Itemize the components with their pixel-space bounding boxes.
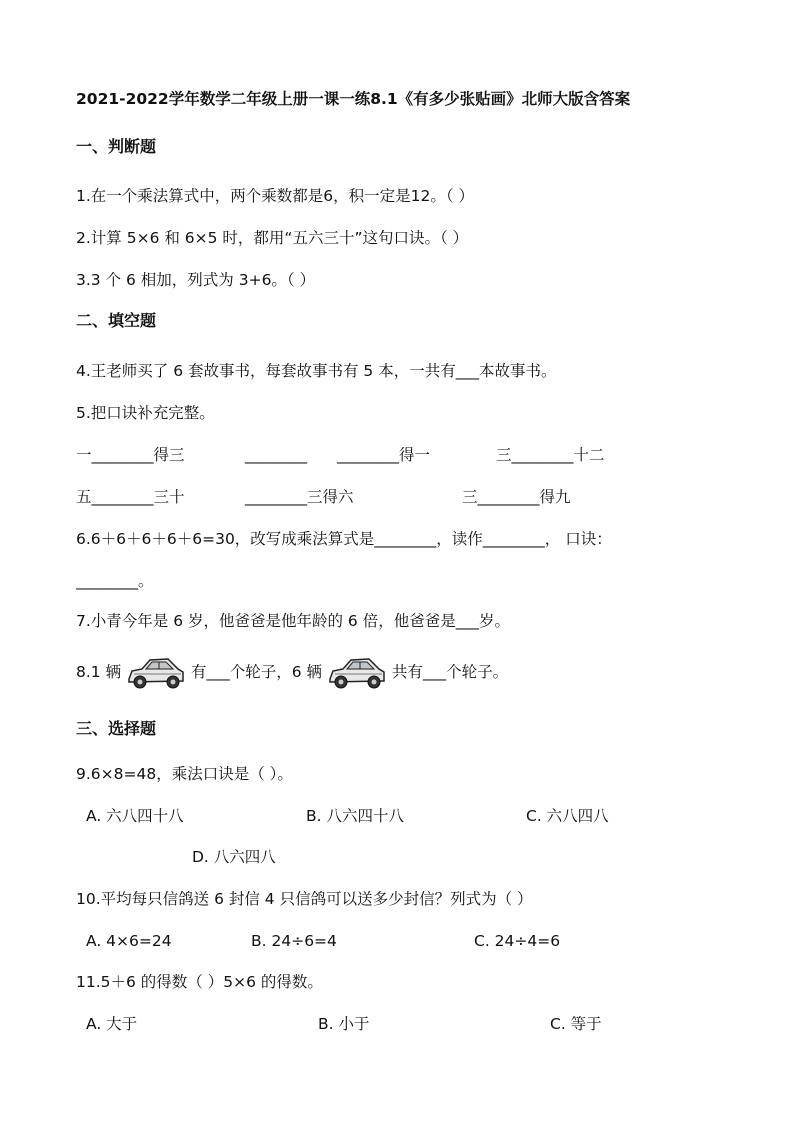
- question-3: 3.3 个 6 相加，列式为 3+6。（ ）: [76, 271, 316, 289]
- q5-item: 三________十二: [496, 446, 605, 464]
- section-heading-fill-blank: 二、填空题: [76, 311, 157, 330]
- q5-item: 五________三十: [76, 488, 185, 506]
- question-5: 5.把口诀补充完整。: [76, 404, 215, 422]
- q10-option-a: A. 4×6=24: [86, 932, 172, 950]
- q8-text-3: 共有___个轮子。: [391, 663, 509, 681]
- q11-option-c: C. 等于: [550, 1015, 602, 1033]
- car-icon: [327, 654, 387, 692]
- document-title: 2021-2022学年数学二年级上册一课一练8.1《有多少张贴画》北师大版含答案: [76, 90, 631, 108]
- q10-option-b: B. 24÷6=4: [251, 932, 337, 950]
- question-8: [76, 652, 508, 692]
- q5-item: 三________得九: [462, 488, 571, 506]
- question-9: 9.6×8=48，乘法口诀是（ ）。: [76, 765, 293, 783]
- question-10: 10.平均每只信鸽送 6 封信 4 只信鸽可以送多少封信？列式为（ ）: [76, 890, 533, 908]
- q11-option-b: B. 小于: [318, 1015, 370, 1033]
- q8-text-2: 有___个轮子，6 辆: [190, 663, 322, 681]
- section-heading-judgement: 一、判断题: [76, 137, 157, 156]
- q8-text-1: 8.1 辆: [76, 663, 122, 681]
- question-11: 11.5＋6 的得数（ ）5×6 的得数。: [76, 973, 323, 991]
- car-icon: [126, 654, 186, 692]
- section-heading-choice: 三、选择题: [76, 719, 157, 738]
- q9-option-b: B. 八六四十八: [306, 807, 404, 825]
- q5-item: ________三得六: [245, 488, 354, 506]
- q9-option-a: A. 六八四十八: [86, 807, 184, 825]
- question-1: 1.在一个乘法算式中，两个乘数都是6，积一定是12。（ ）: [76, 187, 475, 205]
- question-6-line2: ________。: [76, 572, 154, 590]
- q9-option-c: C. 六八四八: [526, 807, 609, 825]
- question-7: 7.小青今年是 6 岁，他爸爸是他年龄的 6 倍，他爸爸是___岁。: [76, 612, 510, 630]
- question-2: 2.计算 5×6 和 6×5 时，都用“五六三十”这句口诀。（ ）: [76, 229, 469, 247]
- q11-option-a: A. 大于: [86, 1015, 138, 1033]
- q5-item: ________: [245, 446, 307, 464]
- q9-option-d: D. 八六四八: [192, 848, 276, 866]
- question-4: 4.王老师买了 6 套故事书，每套故事书有 5 本，一共有___本故事书。: [76, 362, 557, 380]
- question-6-line1: 6.6＋6＋6＋6＋6=30，改写成乘法算式是________，读作________， 口诀：: [76, 530, 612, 548]
- q5-item: 一________得三: [76, 446, 185, 464]
- q10-option-c: C. 24÷4=6: [474, 932, 561, 950]
- q5-item: ________得一: [337, 446, 431, 464]
